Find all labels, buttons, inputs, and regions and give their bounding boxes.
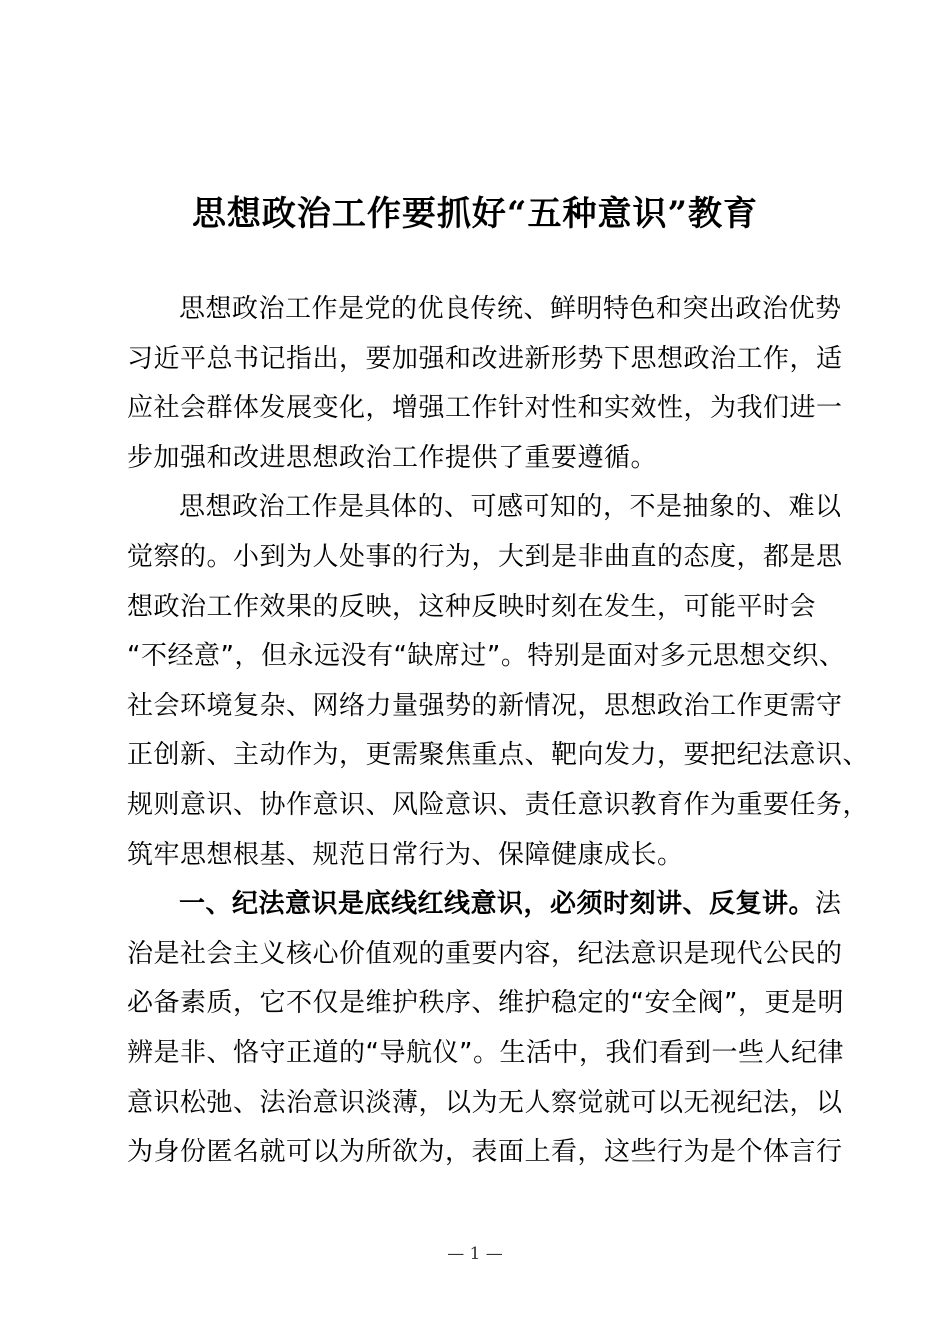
paragraph-2-line-2: 觉察的。小到为人处事的行为，大到是非曲直的态度，都是思 — [127, 541, 843, 572]
paragraph-3-line-4: 辨是非、恪守正道的“导航仪”。生活中，我们看到一些人纪律 — [127, 1037, 844, 1068]
paragraph-3-line-1 — [127, 880, 842, 930]
section-1-heading: 一、纪法意识是底线红线意识，必须时刻讲、反复讲。 — [179, 889, 816, 920]
paragraph-3-line-2: 治是社会主义核心价值观的重要内容，纪法意识是现代公民的 — [127, 938, 843, 969]
paragraph-2-line-5: 社会环境复杂、网络力量强势的新情况，思想政治工作更需守 — [127, 690, 843, 721]
paragraph-3-line-1-rest: 法 — [815, 889, 842, 920]
paragraph-2-line-4: “不经意”，但永远没有“缺席过”。特别是面对多元思想交织、 — [127, 641, 846, 672]
paragraph-2-line-7: 规则意识、协作意识、风险意识、责任意识教育作为重要任务， — [127, 789, 870, 820]
paragraph-1-line-3: 应社会群体发展变化，增强工作针对性和实效性，为我们进一 — [127, 393, 843, 424]
paragraph-2-line-6: 正创新、主动作为，更需聚焦重点、靶向发力，要把纪法意识、 — [127, 740, 870, 771]
paragraph-1-line-2: 习近平总书记指出，要加强和改进新形势下思想政治工作，适 — [127, 343, 843, 374]
paragraph-1-line-4: 步加强和改进思想政治工作提供了重要遵循。 — [127, 442, 658, 473]
paragraph-1-line-1: 思想政治工作是党的优良传统、鲜明特色和突出政治优势 — [179, 294, 842, 324]
paragraph-2-line-3: 想政治工作效果的反映，这种反映时刻在发生，可能平时会 — [127, 591, 817, 622]
document-body — [127, 285, 870, 1178]
paragraph-3-line-3: 必备素质，它不仅是维护秩序、维护稳定的“安全阀”，更是明 — [127, 988, 844, 1019]
paragraph-2-line-1: 思想政治工作是具体的、可感可知的，不是抽象的、难以 — [179, 492, 842, 523]
document-title: 思想政治工作要抓好“五种意识”教育 — [191, 194, 759, 234]
paragraph-2-line-8: 筑牢思想根基、规范日常行为、保障健康成长。 — [127, 839, 684, 870]
page-number: — 1 — — [447, 1244, 503, 1264]
paragraph-3-line-6: 为身份匿名就可以为所欲为，表面上看，这些行为是个体言行 — [127, 1137, 843, 1168]
paragraph-3-line-5: 意识松弛、法治意识淡薄，以为无人察觉就可以无视纪法，以 — [127, 1087, 843, 1118]
